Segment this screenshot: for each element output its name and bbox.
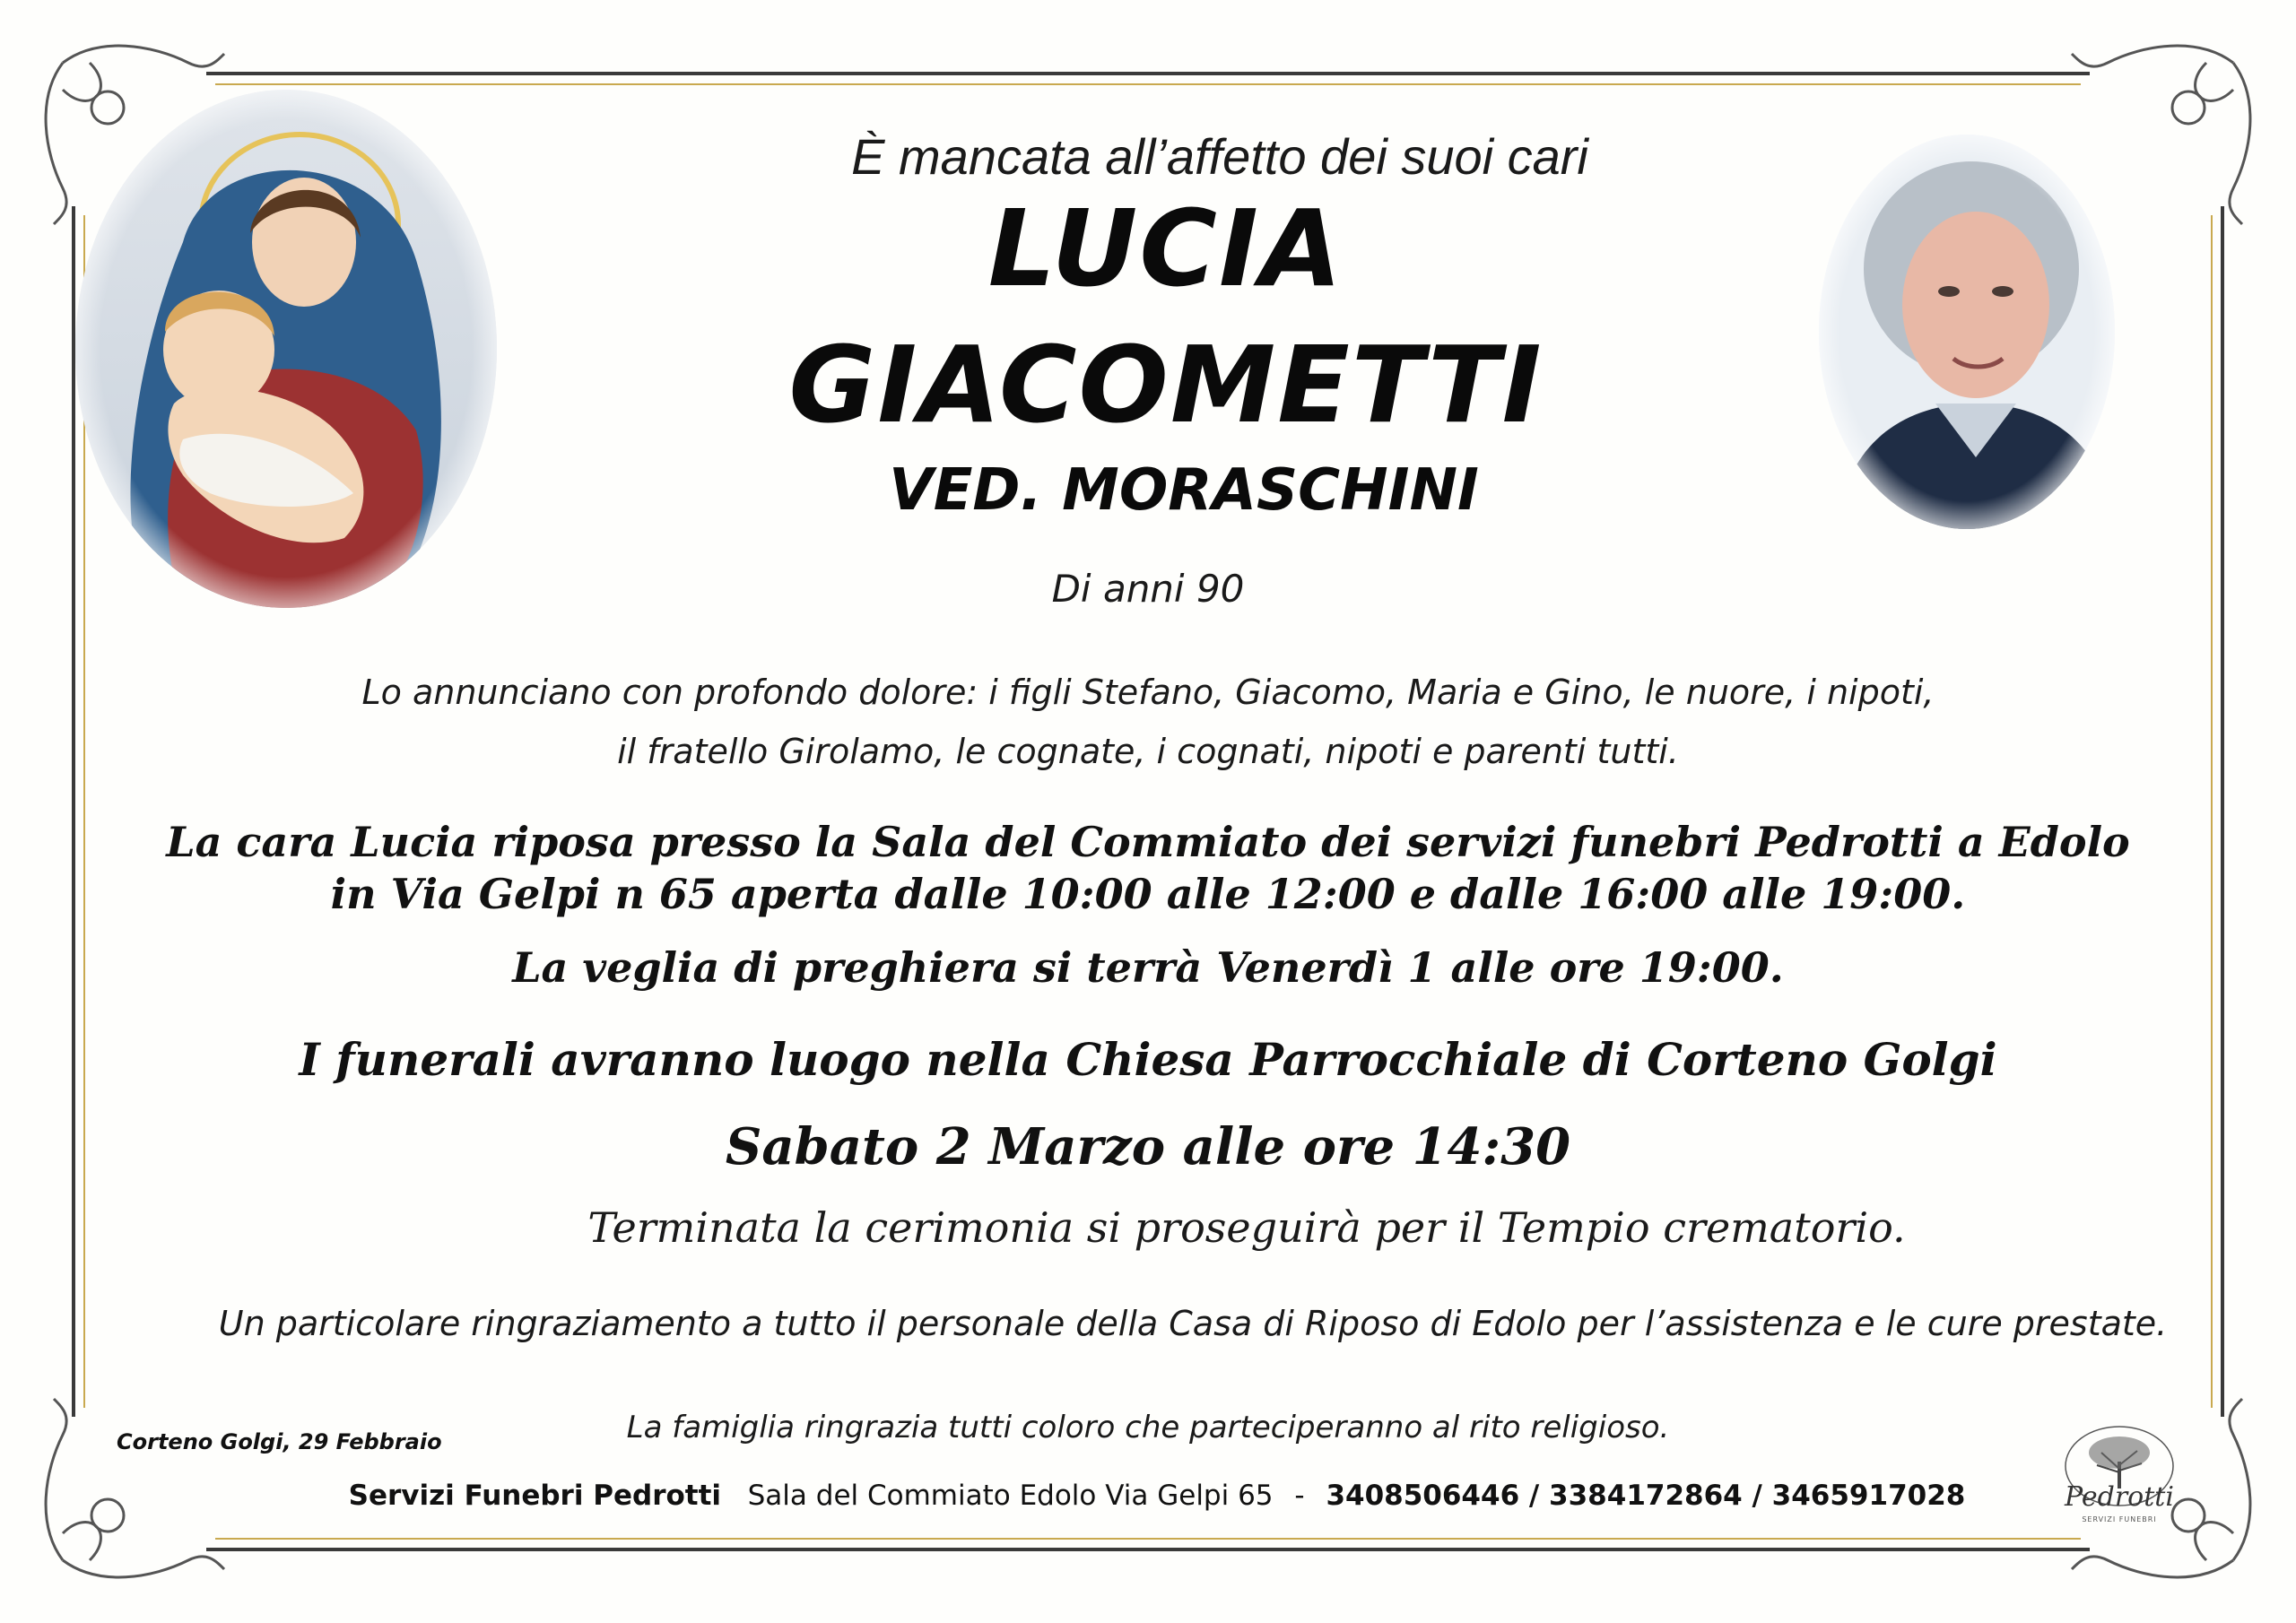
funeral-place: I funerali avranno luogo nella Chiesa Parrocchiale di Corteno Golgi (299, 1033, 1997, 1086)
announcement-line-2: il fratello Girolamo, le cognate, i cognati, nipoti e parenti tutti. (617, 732, 1679, 771)
thanks-line: Un particolare ringraziamento a tutto il personale della Casa di Riposo di Edolo per l’assistenza e le cure prestate. (218, 1304, 2168, 1343)
vigil-line: La veglia di preghiera si terrà Venerdì 1 alle ore 19:00. (512, 943, 1784, 992)
age-line: Di anni 90 (1051, 567, 1245, 611)
logo-subtitle: SERVIZI FUNEBRI (2082, 1515, 2157, 1523)
intro-line: È mancata all’affetto dei suoi cari (851, 128, 1588, 185)
viewing-line-1: La cara Lucia riposa presso la Sala del Commiato dei servizi funebri Pedrotti a Edolo (166, 818, 2130, 866)
company-address: Sala del Commiato Edolo Via Gelpi 65 (747, 1480, 1274, 1512)
logo-name: Pedrotti (2065, 1481, 2174, 1513)
footer-separator: - (1294, 1480, 1305, 1512)
funeral-after: Terminata la cerimonia si proseguirà per il Tempio crematorio. (587, 1203, 1906, 1252)
pedrotti-logo (2043, 1426, 2196, 1533)
funeral-datetime: Sabato 2 Marzo alle ore 14:30 (725, 1117, 1571, 1176)
family-thanks-line: La famiglia ringrazia tutti coloro che parteciperanno al rito religioso. (626, 1410, 1670, 1445)
last-name: GIACOMETTI (788, 323, 1544, 447)
first-name: LUCIA (987, 187, 1344, 310)
company-phones: 3408506446 / 3384172864 / 3465917028 (1326, 1480, 1966, 1512)
viewing-line-2: in Via Gelpi n 65 aperta dalle 10:00 alle 12:00 e dalle 16:00 alle 19:00. (330, 870, 1966, 918)
announcement-line-1: Lo annunciano con profondo dolore: i figli Stefano, Giacomo, Maria e Gino, le nuore, i nipoti, (361, 673, 1935, 712)
footer-contact (9, 1480, 2296, 1512)
married-name: VED. MORASCHINI (889, 457, 1479, 524)
company-name: Servizi Funebri Pedrotti (348, 1480, 722, 1512)
place-date: Corteno Golgi, 29 Febbraio (117, 1429, 442, 1454)
